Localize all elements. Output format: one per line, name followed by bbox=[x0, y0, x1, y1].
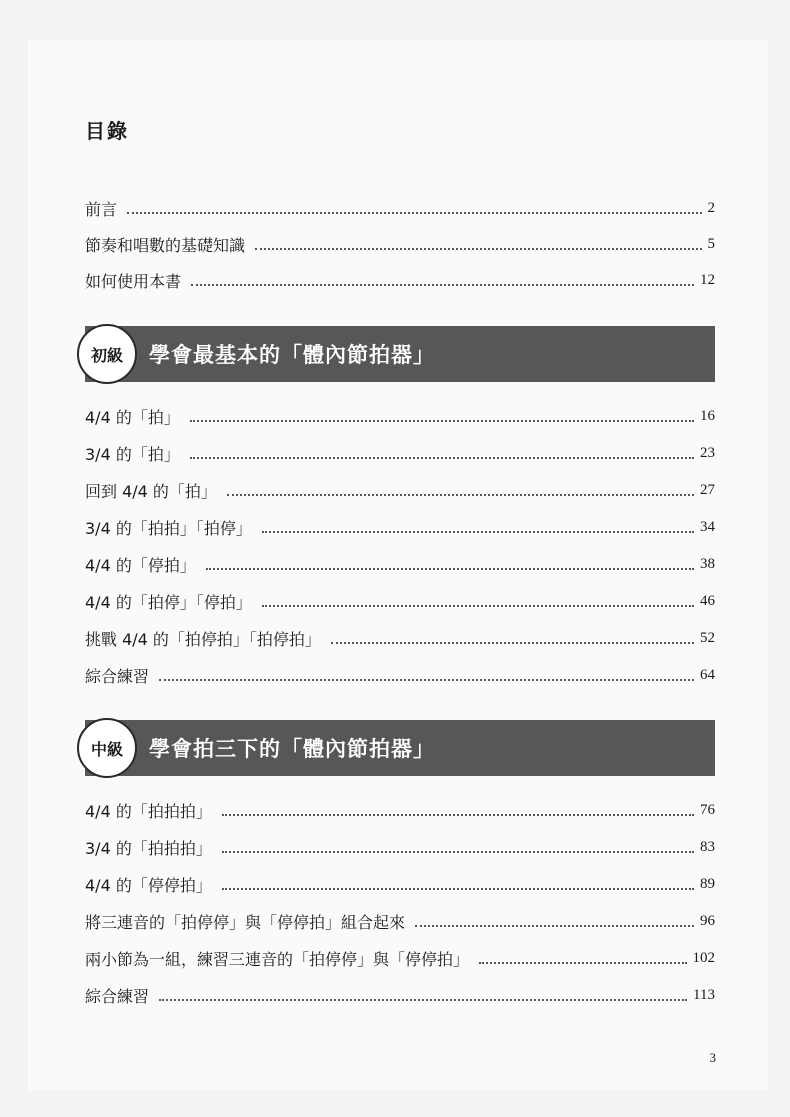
dot-leader bbox=[262, 605, 694, 607]
toc-entry-label: 3/4 的「拍拍」「拍停」 bbox=[85, 518, 252, 538]
dot-leader bbox=[222, 888, 694, 890]
toc-entry[interactable] bbox=[85, 552, 715, 576]
toc-entry[interactable] bbox=[85, 872, 715, 896]
toc-entry[interactable] bbox=[85, 232, 715, 256]
section-header-intermediate bbox=[85, 720, 715, 776]
toc-entry-page: 89 bbox=[700, 875, 715, 892]
toc-entry[interactable] bbox=[85, 589, 715, 613]
dot-leader bbox=[222, 814, 694, 816]
level-badge: 初級 bbox=[77, 324, 137, 384]
toc-entry-label: 3/4 的「拍」 bbox=[85, 444, 180, 464]
toc-entry-page: 23 bbox=[700, 444, 715, 461]
toc-entry-label: 3/4 的「拍拍拍」 bbox=[85, 838, 212, 858]
toc-entry[interactable] bbox=[85, 835, 715, 859]
dot-leader bbox=[331, 642, 694, 644]
dot-leader bbox=[227, 494, 694, 496]
toc-entry-page: 16 bbox=[700, 407, 715, 424]
dot-leader bbox=[255, 248, 701, 250]
toc-entry-page: 102 bbox=[692, 949, 715, 966]
toc-entry[interactable] bbox=[85, 626, 715, 650]
toc-entry-label: 4/4 的「停停拍」 bbox=[85, 875, 212, 895]
toc-entry-page: 76 bbox=[700, 801, 715, 818]
toc-entry-page: 52 bbox=[700, 629, 715, 646]
dot-leader bbox=[479, 962, 686, 964]
toc-entry-label: 兩小節為一組，練習三連音的「拍停停」與「停停拍」 bbox=[85, 949, 470, 969]
toc-entry[interactable] bbox=[85, 196, 715, 220]
toc-entry-page: 27 bbox=[700, 481, 715, 498]
toc-entry-label: 4/4 的「停拍」 bbox=[85, 555, 196, 575]
toc-entry-label: 如何使用本書 bbox=[85, 271, 182, 291]
level-badge: 中級 bbox=[77, 718, 137, 778]
toc-entry-page: 2 bbox=[707, 199, 715, 216]
toc-entry-page: 34 bbox=[700, 518, 715, 535]
dot-leader bbox=[190, 457, 694, 459]
toc-entry-label: 4/4 的「拍停」「停拍」 bbox=[85, 592, 252, 612]
toc-entry-page: 46 bbox=[700, 592, 715, 609]
dot-leader bbox=[191, 284, 694, 286]
toc-entry-label: 前言 bbox=[85, 199, 118, 219]
toc-entry-page: 113 bbox=[693, 986, 715, 1003]
section-title: 學會最基本的「體內節拍器」 bbox=[149, 343, 435, 367]
toc-entry-label: 回到 4/4 的「拍」 bbox=[85, 481, 217, 501]
toc-entry-label: 將三連音的「拍停停」與「停停拍」組合起來 bbox=[85, 912, 406, 932]
page-number: 3 bbox=[709, 1050, 716, 1065]
toc-entry[interactable] bbox=[85, 478, 715, 502]
toc-entry[interactable] bbox=[85, 441, 715, 465]
dot-leader bbox=[127, 212, 701, 214]
dot-leader bbox=[222, 851, 694, 853]
section-title: 學會拍三下的「體內節拍器」 bbox=[149, 737, 435, 761]
toc-entry-label: 綜合練習 bbox=[85, 666, 150, 686]
toc-entry-page: 38 bbox=[700, 555, 715, 572]
dot-leader bbox=[262, 531, 694, 533]
toc-entry-label: 4/4 的「拍拍拍」 bbox=[85, 801, 212, 821]
dot-leader bbox=[159, 999, 687, 1001]
toc-entry[interactable] bbox=[85, 515, 715, 539]
toc-title: 目錄 bbox=[85, 119, 129, 143]
toc-entry-label: 4/4 的「拍」 bbox=[85, 407, 180, 427]
toc-entry-label: 節奏和唱數的基礎知識 bbox=[85, 235, 246, 255]
toc-entry-label: 綜合練習 bbox=[85, 986, 150, 1006]
toc-entry-page: 12 bbox=[700, 271, 715, 288]
dot-leader bbox=[206, 568, 694, 570]
toc-entry-label: 挑戰 4/4 的「拍停拍」「拍停拍」 bbox=[85, 629, 321, 649]
toc-entry-page: 64 bbox=[700, 666, 715, 683]
section-header-beginner bbox=[85, 326, 715, 382]
dot-leader bbox=[159, 679, 694, 681]
toc-entry-page: 96 bbox=[700, 912, 715, 929]
toc-entry-page: 83 bbox=[700, 838, 715, 855]
toc-entry[interactable] bbox=[85, 404, 715, 428]
toc-entry[interactable] bbox=[85, 798, 715, 822]
toc-entry[interactable] bbox=[85, 909, 715, 933]
toc-entry[interactable] bbox=[85, 663, 715, 687]
toc-entry[interactable] bbox=[85, 946, 715, 970]
toc-entry[interactable] bbox=[85, 983, 715, 1007]
toc-entry[interactable] bbox=[85, 268, 715, 292]
dot-leader bbox=[190, 420, 694, 422]
toc-entry-page: 5 bbox=[707, 235, 715, 252]
dot-leader bbox=[415, 925, 694, 927]
